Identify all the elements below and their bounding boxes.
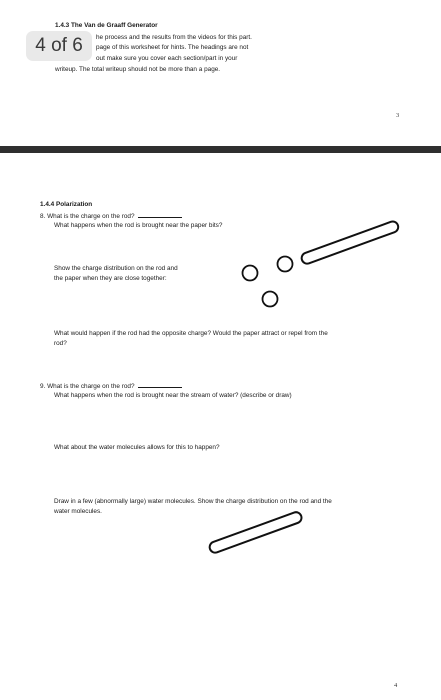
page-indicator-badge: 4 of 6 [26,31,92,61]
opposite-charge-line-1: What would happen if the rod had the opposite charge? Would the paper attract or repel from the [54,330,328,337]
paper-bit-circle [263,292,278,307]
page-number: 4 [394,682,398,689]
show-charge-line-1: Show the charge distribution on the rod and [54,265,178,272]
body-line: writeup. The total writeup should not be more than a page. [55,66,221,73]
body-line: page of this worksheet for hints. The headings are not [96,44,249,51]
body-line: out make sure you cover each section/part in your [96,55,238,62]
question-9-followup: What happens when the rod is brought near the stream of water? (describe or draw) [54,392,292,399]
opposite-charge-line-2: rod? [54,340,67,347]
show-charge-line-2: the paper when they are close together: [54,275,167,282]
question-8-followup: What happens when the rod is brought near the paper bits? [54,222,223,229]
document-page-3 [0,0,441,146]
water-molecules-question: What about the water molecules allows for this to happen? [54,444,220,451]
section-heading-polarization: 1.4.4 Polarization [40,201,93,208]
draw-molecules-line-1: Draw in a few (abnormally large) water molecules. Show the charge distribution on the rod and the [54,498,332,505]
body-line: he process and the results from the videos for this part. [96,34,252,41]
paper-bit-circle [243,266,258,281]
section-heading-van-de-graaff: 1.4.3 The Van de Graaff Generator [55,22,158,29]
draw-molecules-line-2: water molecules. [54,508,102,515]
charged-rod-illustration [300,220,400,265]
question-8-text: 8. What is the charge on the rod? [40,213,135,220]
page-number: 3 [396,112,400,119]
paper-bit-circle [278,257,293,272]
document-page-4 [0,153,441,700]
charged-rod-water-illustration [208,511,303,555]
diagram-layer [0,153,441,700]
question-9-text: 9. What is the charge on the rod? [40,383,135,390]
